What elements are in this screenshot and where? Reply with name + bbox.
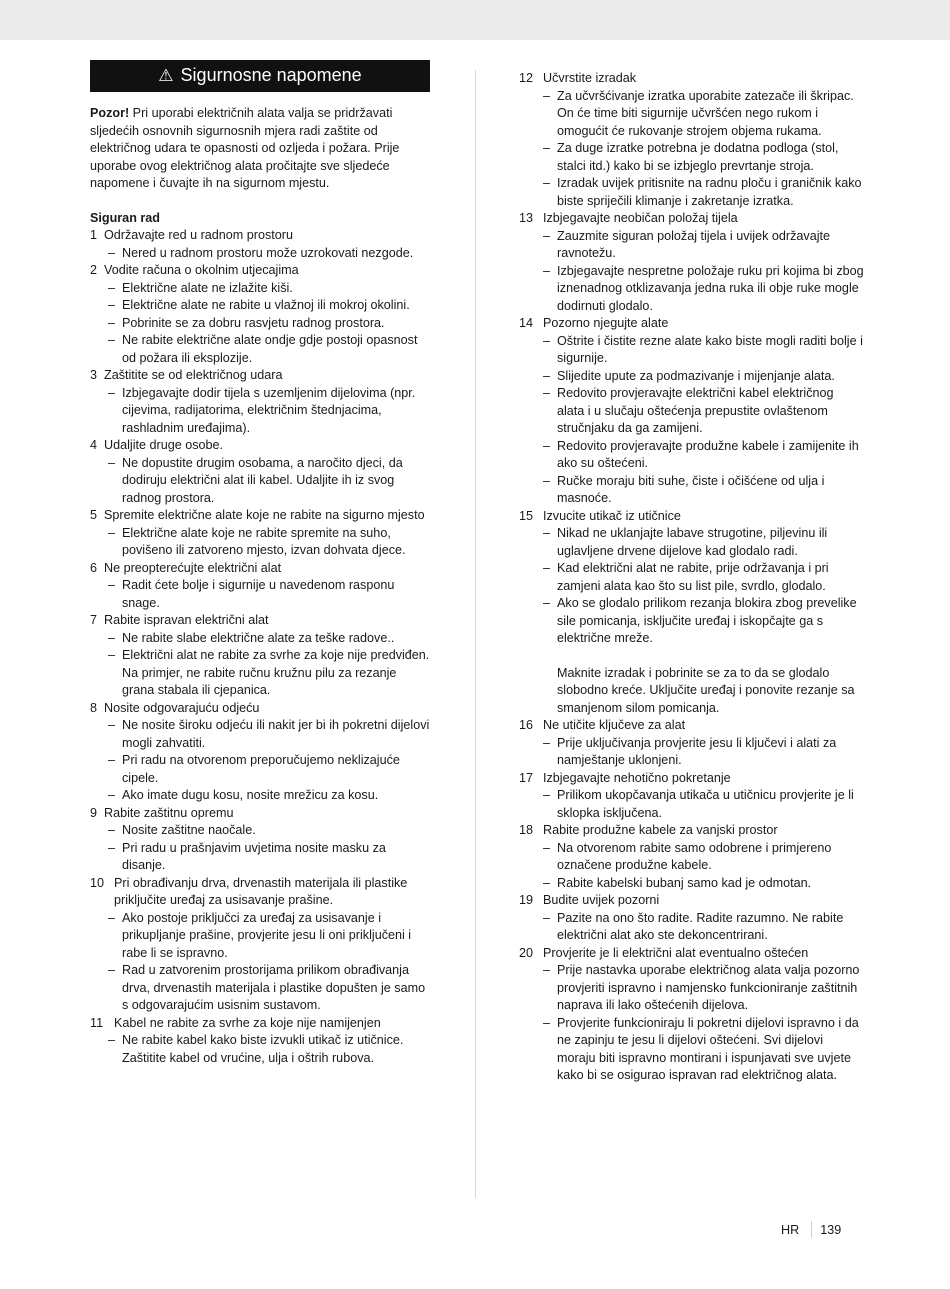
dash-bullet: – [108, 1033, 116, 1047]
safety-item [90, 805, 430, 875]
item-number: 11 [90, 1015, 104, 1030]
item-heading [90, 875, 430, 910]
sub-item-text: Redovito provjeravajte produžne kabele i zamijenite ih ako su oštećeni. [557, 438, 859, 470]
item-heading [519, 717, 864, 735]
item-heading [519, 892, 864, 910]
sub-item-text: Nosite zaštitne naočale. [122, 823, 256, 837]
item-title: Kabel ne rabite za svrhe za koje nije namijenjen [114, 1015, 381, 1030]
sub-item [519, 175, 864, 210]
sub-item-text: Električne alate koje ne rabite spremite na suho, povišeno ili zatvoreno mjesto, izvan dohvata djece. [122, 525, 406, 557]
item-heading [90, 367, 430, 385]
sub-item-text: Ne dopustite drugim osobama, a naročito djeci, da dodiruju električni alat ili kabel. Udaljite ih iz svog radnog prostora. [122, 455, 403, 505]
column-divider [475, 70, 476, 1198]
sub-item [519, 735, 864, 770]
sub-item-text: Ne rabite kabel kako biste izvukli utikač iz utičnice. Zaštitite kabel od vrućine, ulja i oštrih rubova. [122, 1033, 404, 1065]
dash-bullet: – [108, 385, 116, 400]
sub-item-text: Ako postoje priključci za uređaj za usisavanje i prikupljanje prašine, provjerite jesu li oni priključeni i rabe li se ispravno. [122, 910, 412, 960]
sub-item [90, 962, 430, 1015]
sub-item-text: Ako imate dugu kosu, nosite mrežicu za kosu. [122, 788, 379, 802]
sub-item-text: Oštrite i čistite rezne alate kako biste mogli raditi bolje i sigurnije. [557, 333, 863, 365]
sub-item [90, 822, 430, 840]
sub-item [519, 910, 864, 945]
sub-item [519, 140, 864, 175]
dash-bullet: – [543, 386, 551, 400]
dash-bullet: – [543, 840, 551, 855]
sub-item-text: Prije nastavka uporabe električnog alata valja pozorno provjeriti ispravno i namjensko funkcioniranje zaštitnih naprava ili lako oštećenih dijelova. [557, 963, 860, 1012]
dash-bullet: – [108, 788, 116, 802]
item-title: Spremite električne alate koje ne rabite na sigurno mjesto [104, 508, 425, 522]
sub-item [519, 385, 864, 438]
sub-item [519, 787, 864, 822]
dash-bullet: – [108, 455, 116, 470]
item-heading [90, 612, 430, 630]
sub-item [519, 1015, 864, 1085]
item-number: 15 [519, 508, 534, 523]
sub-item-text: Nered u radnom prostoru može uzrokovati nezgode. [122, 245, 414, 260]
sub-item [519, 875, 864, 893]
dash-bullet: – [108, 910, 116, 925]
item-number: 2 [90, 263, 98, 277]
sub-item-text: Rabite kabelski bubanj samo kad je odmotan. [557, 875, 812, 890]
item-number: 6 [90, 560, 98, 575]
item-heading [519, 70, 864, 88]
dash-bullet: – [543, 788, 551, 802]
section-heading: Siguran rad [90, 210, 160, 225]
right-item-list [519, 70, 864, 1085]
dash-bullet: – [108, 578, 116, 592]
item-title: Ne preopterećujte električni alat [104, 560, 282, 575]
sub-item [519, 88, 864, 141]
sub-item-text: Provjerite funkcioniraju li pokretni dijelovi ispravno i da ne zapinju te jesu li dijelovi oštećeni. Svi dijelovi moraju biti ispravno montirani i ispunjavati sve uvjete kako bi se osigurao ispravan rad električnog alata. [557, 1015, 859, 1082]
sub-item-text: Za duge izratke potrebna je dodatna podloga (stol, stalci itd.) kako bi se izbjeglo prevrtanje stroja. [557, 141, 839, 173]
sub-item [90, 787, 430, 805]
dash-bullet: – [108, 315, 116, 330]
dash-bullet: – [543, 910, 551, 925]
sub-item-text: Pri radu na otvorenom preporučujemo neklizajuće cipele. [122, 753, 400, 785]
sub-item-text: Izbjegavajte nespretne položaje ruku pri kojima bi zbog iznenadnog otklizavanja jedna ruka ili obje ruke mogle dodirnuti glodalo. [557, 263, 864, 313]
sub-item [519, 595, 864, 648]
dash-bullet: – [108, 753, 116, 767]
dash-bullet: – [543, 963, 551, 977]
sub-item-text: Kad električni alat ne rabite, prije održavanja i pri zamjeni alata kao što su list pile, svrdlo, glodalo. [557, 561, 829, 593]
item-title: Udaljite druge osobe. [104, 438, 224, 452]
sub-item [519, 333, 864, 368]
item-number: 16 [519, 718, 534, 732]
item-title: Održavajte red u radnom prostoru [104, 228, 293, 242]
sub-item-text: Rad u zatvorenim prostorijama prilikom obrađivanja drva, drvenastih materijala i plastike dopušten je samo s odgovarajućim usisnim sustavom. [122, 963, 426, 1012]
item-number: 17 [519, 770, 534, 785]
item-title: Pozorno njegujte alate [543, 316, 669, 330]
item-heading [90, 805, 430, 823]
dash-bullet: – [543, 596, 551, 610]
item-title: Zaštitite se od električnog udara [104, 368, 283, 382]
item-title: Ne utičite ključeve za alat [543, 718, 686, 732]
sub-item [519, 962, 864, 1015]
dash-bullet: – [108, 718, 116, 732]
sub-item-text: Ne rabite električne alate ondje gdje postoji opasnost od požara ili eksplozije. [122, 333, 418, 365]
item-title: Provjerite je li električni alat eventualno oštećen [543, 945, 809, 960]
item-heading [519, 770, 864, 788]
item-heading [90, 227, 430, 245]
intro-bold: Pozor! [90, 106, 130, 120]
item-heading [90, 262, 430, 280]
item-number: 18 [519, 823, 534, 837]
safety-item [519, 315, 864, 508]
safety-item [90, 437, 430, 507]
dash-bullet: – [108, 630, 116, 645]
safety-item [519, 770, 864, 823]
dash-bullet: – [543, 875, 551, 890]
item-number: 1 [90, 228, 98, 242]
intro-text: Pri uporabi električnih alata valja se pridržavati sljedećih osnovnih sigurnosnih mjera radi zaštite od električnog udara te opasnosti od ozljeda i požara. Prije uporabe ovog električnog alata pročitajte sve sljedeće napomene i čuvajte ih na sigurnom mjestu. [90, 106, 400, 190]
sub-item [519, 263, 864, 316]
section-title-bar [90, 60, 430, 92]
top-band [0, 0, 950, 40]
sub-item [90, 297, 430, 315]
dash-bullet: – [543, 526, 551, 540]
sub-item [90, 332, 430, 367]
item-heading [519, 945, 864, 963]
dash-bullet: – [543, 176, 551, 190]
page-footer [781, 1221, 841, 1238]
item-number: 10 [90, 875, 105, 890]
sub-item [90, 752, 430, 787]
sub-item [90, 315, 430, 333]
sub-item-text: Slijedite upute za podmazivanje i mijenjanje alata. [557, 368, 835, 383]
sub-item [90, 910, 430, 963]
item-heading [519, 315, 864, 333]
item-heading [90, 700, 430, 718]
sub-item-text: Električne alate ne rabite u vlažnoj ili mokroj okolini. [122, 298, 410, 312]
sub-item-text: Za učvršćivanje izratka uporabite zatezače ili škripac. On će time biti sigurnije učvršćen nego rukom i omogućit će rukovanje strojem objema rukama. [557, 88, 854, 138]
sub-item-text: Ručke moraju biti suhe, čiste i očišćene od ulja i masnoće. [557, 473, 825, 505]
item-number: 19 [519, 893, 534, 907]
item-title: Nosite odgovarajuću odjeću [104, 700, 260, 715]
sub-item-text: Ne nosite široku odjeću ili nakit jer bi ih pokretni dijelovi mogli zahvatiti. [122, 718, 430, 750]
item-number: 12 [519, 71, 534, 85]
footer-language: HR [781, 1222, 800, 1237]
safety-item [90, 262, 430, 367]
dash-bullet: – [543, 438, 551, 453]
dash-bullet: – [543, 263, 551, 278]
sub-item-text: Pri radu u prašnjavim uvjetima nosite masku za disanje. [122, 840, 386, 872]
safety-item [519, 892, 864, 945]
sub-item [90, 717, 430, 752]
sub-item [90, 1032, 430, 1067]
item-title: Učvrstite izradak [543, 71, 637, 85]
sub-item-text: Zauzmite siguran položaj tijela i uvijek održavajte ravnotežu. [557, 228, 830, 260]
item-title: Budite uvijek pozorni [543, 893, 660, 907]
item-heading [90, 437, 430, 455]
dash-bullet: – [108, 280, 116, 295]
item-title: Izbjegavajte nehotično pokretanje [543, 770, 731, 785]
dash-bullet: – [543, 228, 551, 243]
item-number: 14 [519, 316, 534, 330]
sub-item [90, 840, 430, 875]
sub-item [90, 385, 430, 438]
dash-bullet: – [108, 298, 116, 312]
item-heading [90, 507, 430, 525]
sub-item [90, 280, 430, 298]
item-note: Maknite izradak i pobrinite se za to da se glodalo slobodno kreće. Uključite uređaj i ponovite rezanje sa smanjenom silom pomicanja. [557, 665, 855, 715]
item-number: 13 [519, 211, 534, 225]
item-number: 20 [519, 945, 534, 960]
item-title: Rabite ispravan električni alat [104, 613, 269, 627]
sub-item [90, 577, 430, 612]
sub-item-text: Nikad ne uklanjajte labave strugotine, piljevinu ili uglavljene drvene dijelove kad glodalo radi. [557, 526, 828, 558]
safety-item [90, 560, 430, 613]
sub-item [519, 560, 864, 595]
dash-bullet: – [543, 333, 551, 348]
dash-bullet: – [543, 1015, 551, 1030]
item-title: Pri obrađivanju drva, drvenastih materijala ili plastike priključite uređaj za usisavanje prašine. [114, 875, 408, 907]
sub-item-text: Redovito provjeravajte električni kabel električnog alata i u slučaju oštećenja prepustite ovlaštenom stručnjaku da ga zamijeni. [557, 386, 834, 435]
item-title: Izbjegavajte neobičan položaj tijela [543, 211, 738, 225]
sub-item-text: Pazite na ono što radite. Radite razumno. Ne rabite električni alat ako ste dekoncentrirani. [557, 910, 844, 942]
sub-item [90, 525, 430, 560]
item-title: Izvucite utikač iz utičnice [543, 508, 681, 523]
item-number: 8 [90, 700, 98, 715]
safety-item [90, 875, 430, 1015]
sub-item [90, 245, 430, 263]
sub-item-text: Električne alate ne izlažite kiši. [122, 280, 293, 295]
dash-bullet: – [108, 963, 116, 977]
sub-item [519, 840, 864, 875]
item-heading [519, 508, 864, 526]
dash-bullet: – [543, 561, 551, 575]
safety-item [90, 507, 430, 560]
intro-paragraph [90, 105, 430, 193]
sub-item-text: Na otvorenom rabite samo odobrene i primjereno označene produžne kabele. [557, 840, 832, 872]
dash-bullet: – [108, 525, 116, 540]
dash-bullet: – [543, 368, 551, 383]
item-heading [519, 822, 864, 840]
sub-item-text: Električni alat ne rabite za svrhe za koje nije predviđen. Na primjer, ne rabite ručnu kružnu pilu za rezanje grana stabala ili cjepanica. [122, 648, 430, 697]
item-number: 4 [90, 438, 98, 452]
dash-bullet: – [108, 333, 116, 347]
sub-item-text: Ne rabite slabe električne alate za teške radove.. [122, 630, 395, 645]
item-heading [90, 560, 430, 578]
sub-item-text: Izbjegavajte dodir tijela s uzemljenim dijelovima (npr. cijevima, radijatorima, električnim štednjacima, rashladnim uređajima). [122, 385, 416, 435]
sub-item [519, 438, 864, 473]
item-number: 5 [90, 508, 98, 522]
item-heading [90, 1015, 430, 1033]
safety-item [519, 717, 864, 770]
page-number: 139 [820, 1222, 842, 1237]
sub-item-text: Izradak uvijek pritisnite na radnu ploču i graničnik kako biste spriječili klimanje i zakretanje izratka. [557, 176, 862, 208]
dash-bullet: – [543, 141, 551, 155]
item-heading [519, 210, 864, 228]
sub-item [519, 368, 864, 386]
safety-item [90, 612, 430, 700]
dash-bullet: – [108, 840, 116, 855]
sub-item [90, 647, 430, 700]
left-item-list [90, 227, 430, 1067]
safety-item [519, 210, 864, 315]
sub-item-text: Prilikom ukopčavanja utikača u utičnicu provjerite je li sklopka isključena. [557, 788, 854, 820]
item-number: 3 [90, 368, 98, 382]
sub-item-text: Pobrinite se za dobru rasvjetu radnog prostora. [122, 315, 385, 330]
safety-item [519, 945, 864, 1085]
sub-item [519, 228, 864, 263]
sub-item [90, 455, 430, 508]
item-title: Vodite računa o okolnim utjecajima [104, 263, 299, 277]
safety-item [90, 1015, 430, 1068]
safety-item [90, 367, 430, 437]
sub-item [519, 525, 864, 560]
left-column [90, 60, 430, 1067]
sub-item [519, 473, 864, 508]
dash-bullet: – [108, 245, 116, 260]
safety-item [519, 822, 864, 892]
footer-separator [811, 1221, 812, 1238]
safety-item [90, 227, 430, 262]
dash-bullet: – [108, 648, 116, 662]
item-number: 7 [90, 613, 98, 627]
item-title: Rabite zaštitnu opremu [104, 805, 234, 820]
page-title: Sigurnosne napomene [180, 65, 362, 86]
sub-item-text: Prije uključivanja provjerite jesu li ključevi i alati za namještanje uklonjeni. [557, 735, 837, 767]
safety-item [519, 508, 864, 718]
dash-bullet: – [543, 473, 551, 488]
right-column [519, 70, 864, 1085]
dash-bullet: – [108, 823, 116, 837]
sub-item-text: Radit ćete bolje i sigurnije u navedenom rasponu snage. [122, 578, 395, 610]
sub-item [90, 630, 430, 648]
warning-icon: ⚠ [158, 66, 174, 86]
dash-bullet: – [543, 88, 551, 103]
safety-item [90, 700, 430, 805]
dash-bullet: – [543, 735, 551, 750]
item-title: Rabite produžne kabele za vanjski prostor [543, 823, 778, 837]
safety-item [519, 70, 864, 210]
sub-item-text: Ako se glodalo prilikom rezanja blokira zbog prevelike sile pomicanja, isključite uređaj i iskopčajte ga s električne mreže. [557, 596, 857, 645]
item-number: 9 [90, 805, 98, 820]
